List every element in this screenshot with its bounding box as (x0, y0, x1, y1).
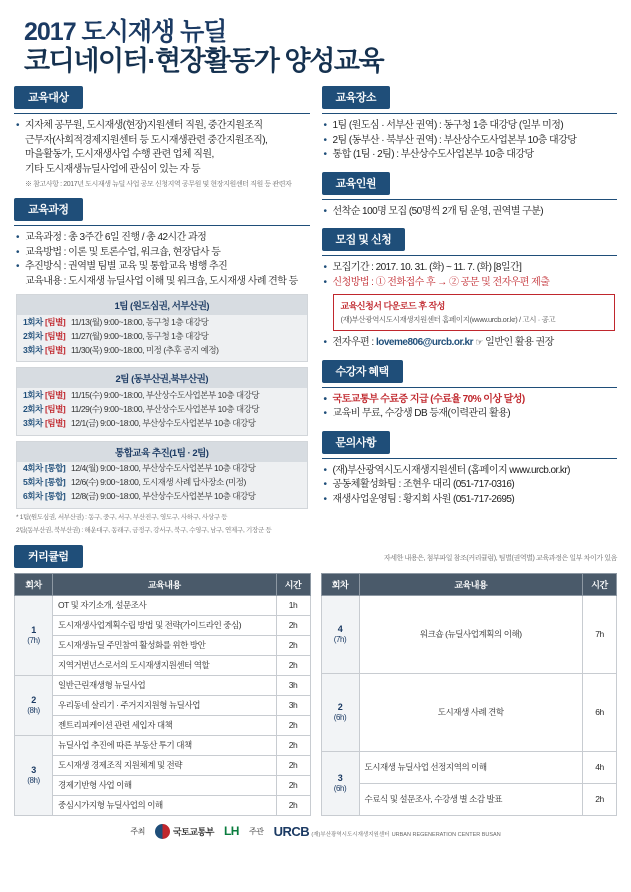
session-hours: (7h) (27, 635, 40, 645)
hours-cell: 7h (583, 595, 617, 673)
schedule-text: 11/15(수) 9:00~18:00, 부산상수도사업본부 10층 대강당 (71, 389, 260, 400)
schedule-text: 11/13(월) 9:00~18:00, 동구청 1층 대강당 (71, 316, 209, 327)
col-content: 교육내용 (359, 573, 583, 595)
session-cell (321, 595, 359, 673)
section-benefit-body (322, 387, 618, 422)
session-hours: (7h) (333, 634, 347, 644)
section-course (14, 198, 310, 535)
schedule-text: 11/29(수) 9:00~18:00, 부산상수도사업본부 10층 대강당 (71, 404, 260, 415)
schedule-text: 12/4(월) 9:00~18:00, 부산상수도사업본부 10층 대강당 (71, 463, 256, 474)
session-number: 3 (31, 764, 36, 775)
table-row (15, 635, 311, 655)
section-headcount-body (322, 199, 618, 220)
table-header-row (15, 573, 311, 595)
host-label: 주최 (130, 826, 145, 836)
taegeuk-icon (155, 824, 170, 839)
curriculum-table-right (321, 573, 618, 816)
schedule-row (17, 403, 307, 417)
content-cell: 젠트리피케이션 관련 세입자 대책 (53, 715, 277, 735)
section-place-body (322, 113, 618, 163)
schedule-row (17, 462, 307, 476)
session-cell (15, 675, 53, 735)
table-row (15, 755, 311, 775)
schedule-group-2 (16, 367, 308, 435)
schedule-group-1 (16, 294, 308, 362)
section-curriculum (14, 545, 617, 816)
hours-cell: 2h (276, 735, 310, 755)
section-place-heading: 교육장소 (322, 86, 391, 109)
schedule-tag: [팀별] (45, 418, 66, 429)
curriculum-heading: 커리큘럼 (14, 545, 83, 568)
curriculum-tables (14, 573, 617, 816)
list-item: • 교육방법 : 이론 및 토론수업, 워크숍, 현장답사 등 (16, 246, 308, 261)
content-cell: 도시재생 경제조직 지원체계 및 전략 (53, 755, 277, 775)
content-columns (14, 86, 617, 544)
email-label: 전자우편 : (332, 337, 374, 349)
email-address[interactable]: loveme806@urcb.or.kr (375, 337, 474, 349)
footer-logos (14, 824, 617, 839)
section-course-heading: 교육과정 (14, 198, 83, 221)
list-item: • 통합 (1팀 · 2팀) : 부산상수도사업본부 10층 대강당 (324, 148, 616, 163)
application-download-sub: (재)부산광역시도시재생지원센터 홈페이지(www.urcb.or.kr) / 고시 · 공고 (340, 315, 556, 325)
table-row (15, 675, 311, 695)
schedule-no: 1회차 (23, 316, 43, 327)
page-title (14, 14, 617, 86)
right-column (322, 86, 618, 544)
section-headcount (322, 172, 618, 220)
session-hours: (6h) (333, 712, 347, 722)
schedule-tag: [팀별] (45, 404, 66, 415)
session-number: 2 (337, 701, 343, 712)
title-line-2: 코디네이터·현장활동가 양성교육 (24, 46, 384, 76)
table-row (15, 775, 311, 795)
hours-cell: 2h (276, 715, 310, 735)
schedule-no: 2회차 (23, 330, 43, 341)
course-footnote-2: 2팀(동부산권, 북부산권) : 해운대구, 동래구, 금정구, 강서구, 북구, 수영구, 남구, 연제구, 기장군 등 (16, 527, 272, 535)
organizer-label: 주관 (248, 826, 264, 836)
table-row (15, 615, 311, 635)
session-number: 1 (31, 624, 36, 635)
schedule-row (17, 315, 307, 329)
schedule-tag: [통합] (45, 477, 66, 488)
content-cell: 도시재생 사례 견학 (359, 673, 583, 751)
section-benefit-heading: 수강자 혜택 (322, 360, 403, 383)
content-cell: 일반근린재생형 뉴딜사업 (53, 675, 277, 695)
schedule-row (17, 476, 307, 490)
left-column (14, 86, 310, 544)
list-item: • 교육과정 : 총 3주간 6일 진행 / 총 42시간 과정 (16, 231, 308, 246)
hours-cell: 3h (276, 695, 310, 715)
hours-cell: 3h (276, 675, 310, 695)
section-target-note: ※ 참고사항 : 2017년 도시재생 뉴딜 사업 공모 신청지역 공무원 및 현장지원센터 직원 등 관련자 (25, 181, 292, 189)
table-row (15, 735, 311, 755)
schedule-no: 1회차 (23, 389, 43, 400)
list-item: • 지자체 공무원, 도시재생(현장)지원센터 직원, 중간지원조직 (16, 119, 308, 134)
content-cell: 워크숍 (뉴딜사업계획의 이해) (359, 595, 583, 673)
section-target (14, 86, 310, 189)
hours-cell: 2h (276, 795, 310, 815)
table-row (15, 655, 311, 675)
hours-cell: 2h (276, 655, 310, 675)
schedule-no: 3회차 (23, 344, 43, 355)
list-item: 마을활동가, 도시재생사업 수행 관련 업체 직원, (25, 149, 214, 161)
schedule-group-title: 통합교육 추진(1팀 · 2팀) (17, 442, 307, 462)
table-row (15, 715, 311, 735)
list-item: • 신청방법 : ① 전화접수 후 → ② 공문 및 전자우편 제출 (324, 276, 616, 291)
schedule-text: 11/27(월) 9:00~18:00, 동구청 1층 대강당 (71, 330, 209, 341)
list-item: • 1팀 (원도심 · 서부산 권역) : 동구청 1층 대강당 (일부 미정) (324, 119, 616, 134)
schedule-no: 3회차 (23, 418, 43, 429)
schedule-row (17, 329, 307, 343)
col-session: 회차 (15, 573, 53, 595)
schedule-tag: [팀별] (45, 330, 66, 341)
list-item: 기타 도시재생뉴딜사업에 관심이 있는 자 등 (25, 163, 201, 175)
schedule-no: 6회차 (23, 491, 43, 502)
list-item: 교육내용 : 도시재생 뉴딜사업 이해 및 워크숍, 도시재생 사례 견학 등 (25, 275, 298, 287)
schedule-text: 12/1(금) 9:00~18:00, 부산상수도사업본부 10층 대강당 (71, 418, 256, 429)
organizer-sub-2: URBAN REGENERATION CENTER BUSAN (391, 831, 501, 838)
urcb-logo (274, 824, 501, 839)
col-session: 회차 (321, 573, 359, 595)
list-item: • 추진방식 : 권역별 팀별 교육 및 통합교육 병행 추진 (16, 260, 308, 275)
list-item: • 모집기간 : 2017. 10. 31. (화) ~ 11. 7. (화) [8일간] (324, 261, 616, 276)
section-target-body (14, 113, 310, 189)
title-line-1: 2017 도시재생 뉴딜 (24, 18, 227, 46)
session-number: 3 (337, 772, 343, 783)
schedule-group-title: 1팀 (원도심권, 서부산권) (17, 295, 307, 315)
section-apply-heading: 모집 및 신청 (322, 228, 406, 251)
schedule-row (17, 490, 307, 504)
curriculum-table-left (14, 573, 311, 816)
session-cell (321, 751, 359, 815)
schedule-row (17, 417, 307, 431)
hours-cell: 1h (276, 595, 310, 615)
content-cell: 지역거번넌스로서의 도시재생지원센터 역할 (53, 655, 277, 675)
list-item: • (재)부산광역시도시재생지원센터 (홈페이지 www.urcb.or.kr) (324, 464, 616, 479)
hours-cell: 2h (276, 775, 310, 795)
table-row (321, 783, 617, 815)
section-apply-body (322, 255, 618, 351)
content-cell: 뉴딜사업 추진에 따른 부동산 투기 대책 (53, 735, 277, 755)
content-cell: 우리동네 살리기 · 주거지지원형 뉴딜사업 (53, 695, 277, 715)
schedule-group-title: 2팀 (동부산권,북부산권) (17, 368, 307, 388)
session-cell (15, 735, 53, 815)
list-item: • 선착순 100명 모집 (50명씩 2개 팀 운영, 권역별 구분) (324, 205, 616, 220)
session-hours: (8h) (27, 775, 40, 785)
content-cell: 경제기반형 사업 이해 (53, 775, 277, 795)
lh-logo: LH (223, 824, 239, 839)
section-course-body (14, 225, 310, 535)
col-content: 교육내용 (53, 573, 277, 595)
schedule-tag: [통합] (45, 463, 66, 474)
table-row (321, 595, 617, 673)
session-cell (15, 595, 53, 675)
email-hint: 일반인 활용 권장 (485, 337, 554, 349)
application-download-box[interactable] (333, 294, 616, 331)
schedule-row (17, 343, 307, 357)
content-cell: 도시재생사업계획수립 방법 및 전략(가이드라인 중심) (53, 615, 277, 635)
course-footnote-1: * 1팀(원도심권, 서부산권) : 동구, 중구, 서구, 부산진구, 영도구, 사하구, 사상구 등 (16, 513, 228, 521)
schedule-tag: [팀별] (45, 344, 66, 355)
hours-cell: 2h (276, 615, 310, 635)
table-row (321, 673, 617, 751)
hours-cell: 2h (276, 755, 310, 775)
list-item: • 국토교통부 수료증 지급 (수료율 70% 이상 달성) (324, 393, 616, 408)
section-benefit (322, 360, 618, 422)
schedule-text: 12/8(금) 9:00~18:00, 부산상수도사업본부 10층 대강당 (71, 491, 256, 502)
list-item: • 2팀 (동부산 · 북부산 권역) : 부산상수도사업본부 10층 대강당 (324, 134, 616, 149)
hours-cell: 6h (583, 673, 617, 751)
organizer-name: URCB (273, 823, 310, 839)
section-apply (322, 228, 618, 351)
col-hours: 시간 (276, 573, 310, 595)
schedule-no: 4회차 (23, 463, 43, 474)
section-place (322, 86, 618, 163)
content-cell: 도시재생뉴딜 주민참여 활성화를 위한 방안 (53, 635, 277, 655)
content-cell: 도시재생 뉴딜사업 선정지역의 이해 (359, 751, 583, 783)
section-contact (322, 431, 618, 508)
content-cell: 수료식 및 설문조사, 수강생 별 소감 발표 (359, 783, 583, 815)
host-name: 국토교통부 (172, 826, 214, 837)
schedule-text: 11/30(목) 9:00~18:00, 미정 (추후 공지 예정) (71, 344, 219, 355)
list-item: • 재생사업운영팀 : 황지회 사원 (051-717-2695) (324, 493, 616, 508)
table-row (15, 595, 311, 615)
list-item: • 교육비 무료, 수강생 DB 등재(이력관리 활용) (324, 407, 616, 422)
session-hours: (6h) (333, 783, 347, 793)
pointing-hand-icon: ☞ (475, 337, 483, 348)
session-number: 4 (337, 623, 343, 634)
content-cell: 중심시가지형 뉴딜사업의 이해 (53, 795, 277, 815)
section-headcount-heading: 교육인원 (322, 172, 391, 195)
hours-cell: 2h (583, 783, 617, 815)
organizer-sub-1: (재)부산광역시도시재생지원센터 (311, 831, 390, 838)
section-contact-body (322, 458, 618, 508)
hours-cell: 4h (583, 751, 617, 783)
table-row (321, 751, 617, 783)
section-contact-heading: 문의사항 (322, 431, 391, 454)
session-hours: (8h) (27, 705, 40, 715)
list-item: 근무자(사회적경제지원센터 등 도시재생관련 중간지원조직), (25, 134, 268, 146)
session-number: 2 (31, 694, 36, 705)
table-row (15, 795, 311, 815)
schedule-no: 5회차 (23, 477, 43, 488)
schedule-group-3 (16, 441, 308, 509)
application-download-title: 교육신청서 다운로드 후 작성 (340, 301, 445, 312)
hours-cell: 2h (276, 635, 310, 655)
list-item: • 공동체활성화팀 : 조현우 대리 (051-717-0316) (324, 478, 616, 493)
email-row (324, 336, 616, 351)
section-target-heading: 교육대상 (14, 86, 83, 109)
schedule-tag: [통합] (45, 491, 66, 502)
schedule-tag: [팀별] (45, 316, 66, 327)
col-hours: 시간 (583, 573, 617, 595)
content-cell: OT 및 자기소개, 설문조사 (53, 595, 277, 615)
table-row (15, 695, 311, 715)
molit-logo (155, 824, 214, 839)
curriculum-note: 자세한 내용은, 첨부파일 참조(커리큘럼), 팀별(권역별) 교육과정은 일부 차이가 있음 (383, 554, 617, 562)
schedule-text: 12/6(수) 9:00~18:00, 도시재생 사례 답사장소 (미정) (71, 477, 246, 488)
session-cell (321, 673, 359, 751)
schedule-tag: [팀별] (45, 389, 66, 400)
table-header-row (321, 573, 617, 595)
schedule-row (17, 388, 307, 402)
schedule-no: 2회차 (23, 404, 43, 415)
